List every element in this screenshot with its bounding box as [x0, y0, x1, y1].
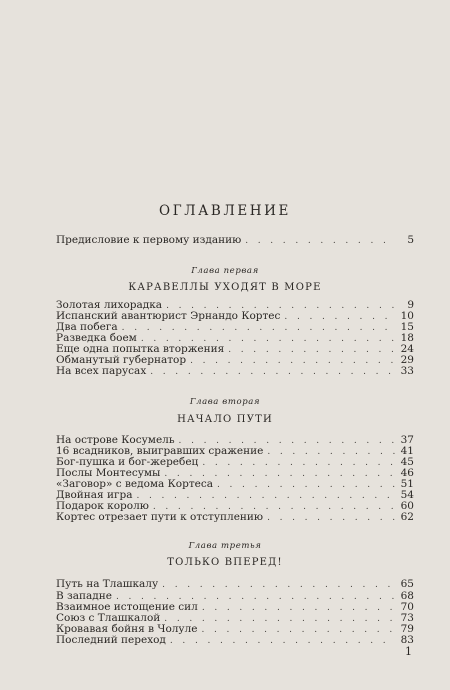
page-title: ОГЛАВЛЕНИЕ: [159, 203, 291, 219]
toc-entry-label: Бог-пушка и бог-жеребец: [56, 456, 199, 468]
toc-entry-page: 45: [400, 456, 414, 468]
toc-entry-page: 46: [400, 467, 414, 479]
toc-entry-page: 18: [400, 332, 414, 344]
toc-entry-label: Два побега: [56, 321, 118, 333]
toc-entry-label: «Заговор» с ведома Кортеса: [56, 478, 213, 490]
toc-entry: [56, 364, 414, 378]
toc-entry-label: Предисловие к первому изданию: [56, 234, 242, 246]
toc-entry-label: Взаимное истощение сил: [56, 601, 198, 613]
toc-entry-page: 15: [400, 321, 414, 333]
toc-entry-label: На всех парусах: [56, 365, 147, 377]
toc-entry-page: 65: [400, 578, 414, 590]
toc-entry-page: 51: [400, 478, 414, 490]
toc-entry-label: Испанский авантюрист Эрнандо Кортес: [56, 310, 281, 322]
toc-entry-page: 73: [400, 612, 414, 624]
toc-entry-label: Разведка боем: [56, 332, 137, 344]
toc-entry-page: 24: [400, 343, 414, 355]
chapter-title: НАЧАЛО ПУТИ: [177, 414, 273, 425]
toc-entry-page: 60: [400, 500, 414, 512]
chapter-label: Глава вторая: [189, 397, 261, 407]
toc-entry-label: Послы Монтесумы: [56, 467, 161, 479]
toc-entry-page: 33: [400, 365, 414, 377]
toc-entry: [56, 510, 414, 524]
toc-entry-page: 79: [400, 623, 414, 635]
page-number: 1: [405, 645, 412, 658]
toc-entry-label: Последний переход: [56, 634, 166, 646]
toc-entry-page: 29: [400, 354, 414, 366]
toc-entry-page: 37: [400, 434, 414, 446]
toc-entry-label: Еще одна попытка вторжения: [56, 343, 225, 355]
toc-entry-label: Кортес отрезает пути к отступлению: [56, 511, 264, 523]
toc-entry-page: 68: [400, 590, 414, 602]
toc-entry-label: На острове Косумель: [56, 434, 175, 446]
toc-entry-page: 62: [400, 511, 414, 523]
toc-entry-page: 70: [400, 601, 414, 613]
chapter-title: КАРАВЕЛЛЫ УХОДЯТ В МОРЕ: [128, 282, 322, 293]
toc-entry-label: Золотая лихорадка: [56, 299, 163, 311]
dot-leader: [170, 634, 396, 648]
toc-entry-label: Союз с Тлашкалой: [56, 612, 161, 624]
toc-entry-page: 41: [400, 445, 414, 457]
toc-entry-page: 54: [400, 489, 414, 501]
dot-leader: [267, 511, 396, 525]
toc-entry: [56, 633, 414, 647]
toc-entry-page: 83: [400, 634, 414, 646]
toc-entry-page: 10: [400, 310, 414, 322]
toc-entry-label: В западне: [56, 590, 112, 602]
dot-leader: [245, 234, 396, 248]
toc-entry-label: Обманутый губернатор: [56, 354, 187, 366]
toc-entry-page: 5: [407, 234, 414, 246]
chapter-label: Глава первая: [191, 266, 259, 276]
chapter-label: Глава третья: [188, 541, 262, 551]
toc-entry-label: Путь на Тлашкалу: [56, 578, 159, 590]
toc-entry-label: 16 всадников, выигравших сражение: [56, 445, 264, 457]
dot-leader: [150, 365, 396, 379]
chapter-title: ТОЛЬКО ВПЕРЕД!: [167, 557, 283, 568]
toc-entry-label: Двойная игра: [56, 489, 133, 501]
toc-entry-label: Подарок королю: [56, 500, 149, 512]
toc-entry-label: Кровавая бойня в Чолуле: [56, 623, 198, 635]
toc-entry-preface: [56, 233, 414, 247]
toc-entry-page: 9: [407, 299, 414, 311]
